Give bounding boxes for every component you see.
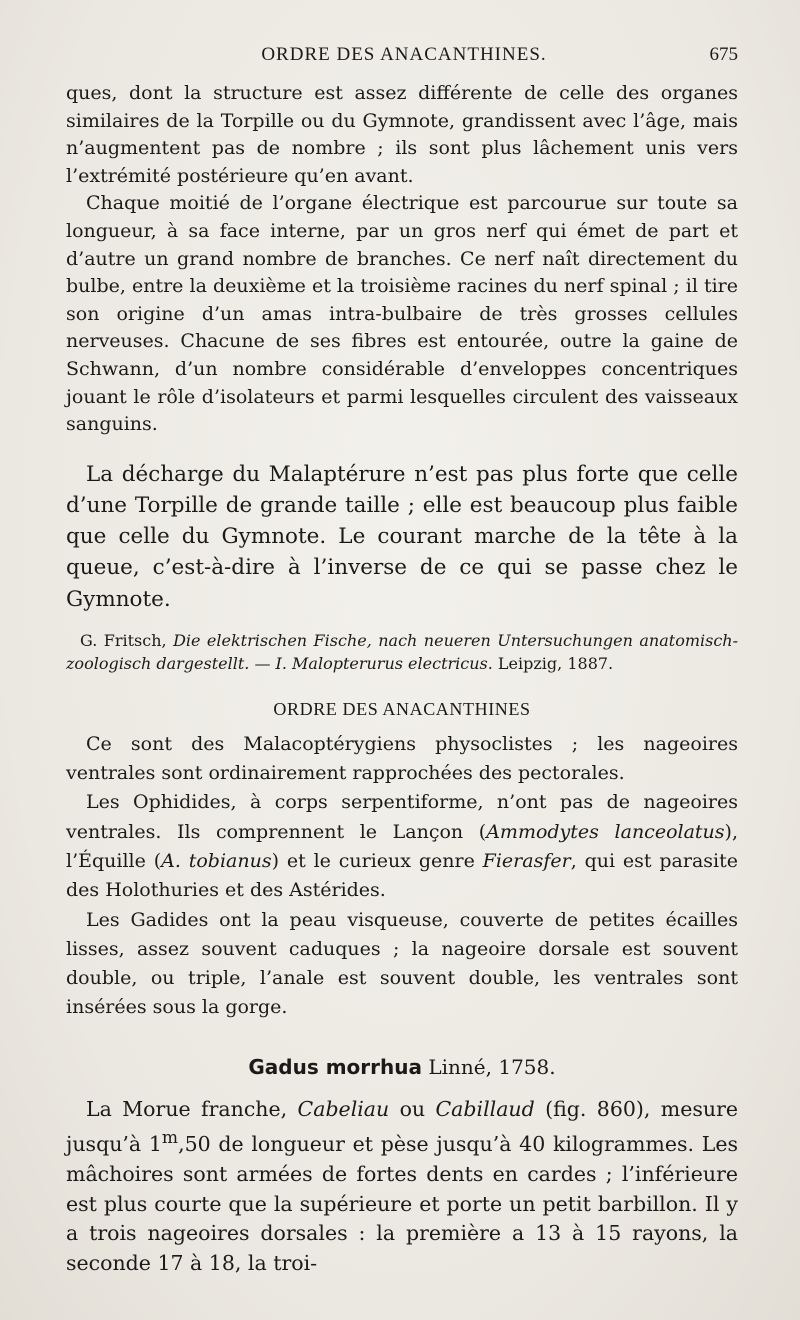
bibliography-reference [66,629,738,675]
paragraph-continuation: ques, dont la structure est assez différente de celle des organes similaires de la Torpille ou du Gymnote, grandissent avec l’âge, mais n’augmentent pas de nombre ; ils sont plus lâchement unis vers l’extrémité postérieure qu’en avant. [66,82,738,187]
species-name-italic: A. tobianus [161,849,272,872]
paragraph-gadides: Les Gadides ont la peau visqueuse, couverte de petites écailles lisses, assez souvent caduques ; la nageoire dorsale est souvent double, ou triple, l’anale est souvent double, les ventrales sont insérées sous la gorge. [66,908,738,1019]
paragraph-electric-nerve: Chaque moitié de l’organe électrique est parcourue sur toute sa longueur, à sa face interne, par un gros nerf qui émet de part et d’autre un grand nombre de branches. Ce nerf naît directement du bulbe, entre la deuxième et la troisième racines du nerf spinal ; il tire son origine d’un amas intra-bulbaire de très grosses cellules nerveuses. Chacune de ses fibres est entourée, outre la gaine de Schwann, d’un nombre considérable d’enveloppes concentriques jouant le rôle d’isolateurs et parmi lesquelles circulent des vaisseaux sanguins. [66,192,738,436]
section-heading: ORDRE DES ANACANTHINES [273,698,531,719]
unit-superscript: m [161,1128,179,1149]
bibliography-author: G. Fritsch, [80,630,167,650]
common-name-italic: Cabillaud [435,1096,535,1121]
bibliography-place-year: Leipzig, 1887. [497,653,614,673]
genus-name-italic: Fierasfer [482,849,571,872]
running-title: ORDRE DES ANACANTHINES. [261,44,547,65]
paragraph-anacanthines-intro: Ce sont des Malacoptérygiens physoclistes ; les nageoires ventrales sont ordinairement rapprochées des pectorales. [66,732,738,785]
paragraph-morue: La Morue franche, Cabeliau ou Cabillaud (fig. 860), mesure jusqu’à 1$^m$,50 de longueur et pèse jusqu’à 40 kilogrammes. Les mâchoires sont armées de fortes dents en cardes ; l’inférieure est plus courte que la supérieure et porte un petit barbillon. Il y a trois nageoires dorsales : la première a 13 à 15 rayons, la seconde 17 à 18, la troi- [66,1096,739,1276]
species-body [66,1095,738,1279]
common-name-italic: Cabeliau [297,1096,390,1121]
page-number: 675 [709,44,738,65]
species-name-italic: Ammodytes lanceolatus [486,820,725,843]
species-heading [66,1055,738,1079]
paragraph-ophidides: Les Ophidides, à corps serpentiforme, n’ont pas de nageoires ventrales. Ils comprennent le Lançon (Ammodytes lanceolatus), l’Équille (A. tobianus) et le curieux genre Fierasfer, qui est parasite des Holothuries et des Astérides. [66,791,739,902]
page-body [66,80,738,1279]
paragraph-discharge: La décharge du Malaptérure n’est pas plus forte que celle d’une Torpille de grande taille ; elle est beaucoup plus faible que celle du Gymnote. Le courant marche de la tête à la queue, c’est-à-dire à l’inverse de ce qui se passe chez le Gymnote. [66,461,738,612]
page-header [70,44,738,72]
species-latin-name: Gadus morrhua [248,1054,422,1079]
section-body [66,730,738,1023]
bibliography-title: Die elektrischen Fische, nach neueren Untersuchungen anatomisch-zoologisch dargestellt. — I. Malopterurus electricus. [66,630,739,673]
species-authority: Linné, 1758. [428,1054,556,1079]
